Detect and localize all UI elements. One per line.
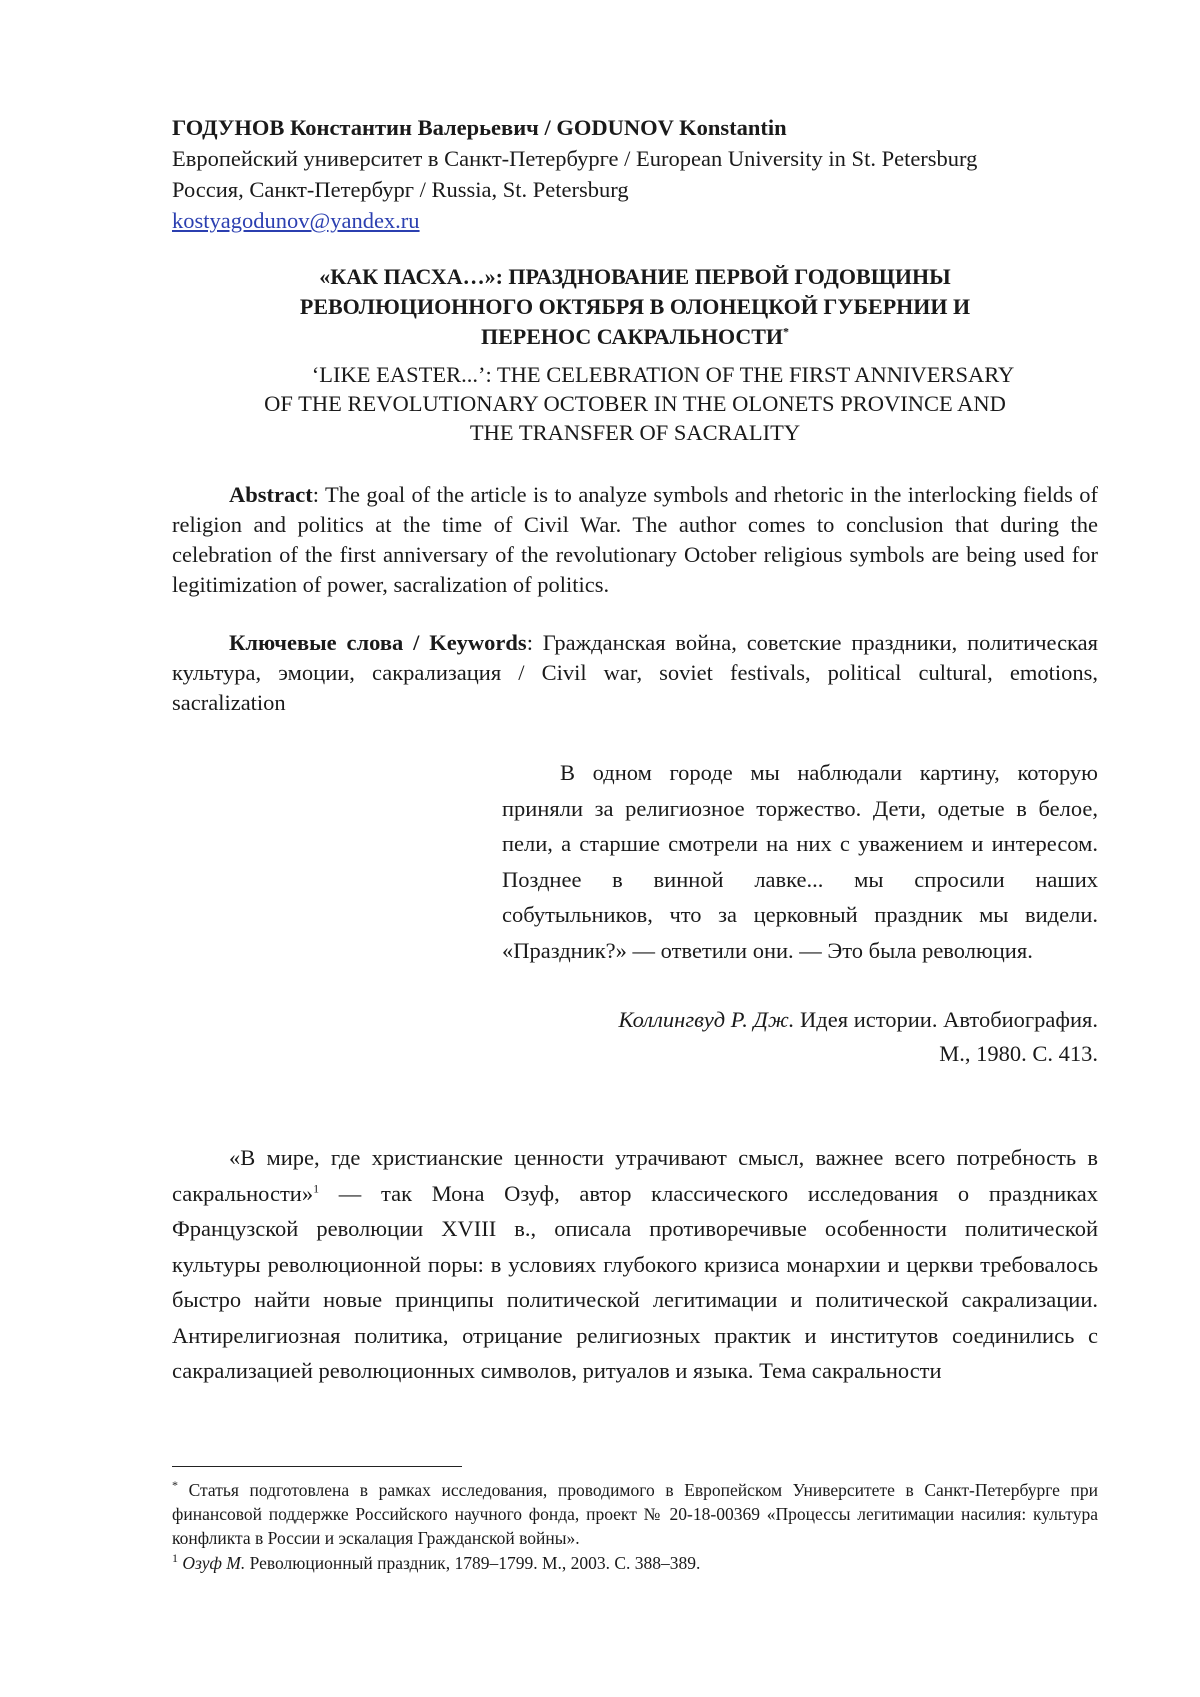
title-footnote-marker: * xyxy=(783,325,789,339)
title-en xyxy=(172,360,1098,447)
footnote-2 xyxy=(172,1551,1098,1575)
footnote-2-marker: 1 xyxy=(172,1551,178,1565)
title-ru-line2: РЕВОЛЮЦИОННОГО ОКТЯБРЯ В ОЛОНЕЦКОЙ ГУБЕРНИИ И xyxy=(172,292,1098,322)
footnote-divider xyxy=(172,1466,462,1467)
title-ru-line3: ПЕРЕНОС САКРАЛЬНОСТИ xyxy=(481,324,783,349)
footnote-1-text: Статья подготовлена в рамках исследования, проводимого в Европейском Университете в Санкт-Петербурге при финансовой поддержке Российского научного фонда, проект № 20-18-00369 «Процессы легитимации насилия: культура конфликта в России и эскалация Гражданской войны». xyxy=(172,1480,1098,1548)
epigraph-text: В одном городе мы наблюдали картину, которую приняли за религиозное торжество. Дети, одетые в белое, пели, а старшие смотрели на них с уважением и интересом. Позднее в винной лавке... мы спросили наших собутыльников, что за церковный праздник мы видели. «Праздник?» — ответили они. — Это была революция. xyxy=(502,755,1098,968)
epigraph-source-title: Идея истории. Автобиография. xyxy=(794,1007,1098,1032)
author-affiliation: Европейский университет в Санкт-Петербурге / European University in St. Petersburg xyxy=(172,143,1098,174)
footnote-2-text: Революционный праздник, 1789–1799. М., 2003. С. 388–389. xyxy=(245,1553,700,1573)
abstract-text: : The goal of the article is to analyze symbols and rhetoric in the interlocking fields of religion and politics at the time of Civil War. The author comes to conclusion that during the celebration of the first anniversary of the revolutionary October religious symbols are being used for legitimization of power, sacralization of politics. xyxy=(172,482,1098,597)
abstract-label: Abstract xyxy=(229,482,313,507)
body-quote: «В мире, где христианские ценности утрачивают смысл, важнее всего потребность в сакральности» xyxy=(172,1145,1098,1206)
title-en-line1: ‘LIKE EASTER...’: THE CELEBRATION OF THE FIRST ANNIVERSARY xyxy=(172,360,1098,389)
abstract xyxy=(172,480,1098,600)
keywords-label: Ключевые слова / Keywords xyxy=(229,630,527,655)
footnote-2-author: Озуф М. xyxy=(178,1553,245,1573)
author-block xyxy=(172,112,1098,236)
title-ru-line1: «КАК ПАСХА…»: ПРАЗДНОВАНИЕ ПЕРВОЙ ГОДОВЩИНЫ xyxy=(172,262,1098,292)
body-text-rest: — так Мона Озуф, автор классического исследования о праздниках Французской революции XVIII в., описала противоречивые особенности политической культуры революционной поры: в условиях глубокого кризиса монархии и церкви требовалось быстро найти новые принципы политической легитимации и политической сакрализации. Антирелигиозная политика, отрицание религиозных практик и институтов соединились с сакрализацией революционных символов, ритуалов и языка. Тема сакральности xyxy=(172,1181,1098,1384)
footnote-ref-1[interactable]: 1 xyxy=(313,1181,319,1195)
title-en-line2: OF THE REVOLUTIONARY OCTOBER IN THE OLONETS PROVINCE AND xyxy=(172,389,1098,418)
epigraph-source xyxy=(502,1003,1098,1071)
footnote-1-marker: * xyxy=(172,1478,178,1492)
footnote-1 xyxy=(172,1478,1098,1550)
keywords-text: : Гражданская война, советские праздники, политическая культура, эмоции, сакрализация / Civil war, soviet festivals, political cultural, emotions, sacralization xyxy=(172,630,1098,715)
title-en-line3: THE TRANSFER OF SACRALITY xyxy=(172,418,1098,447)
epigraph-source-pub: М., 1980. С. 413. xyxy=(502,1037,1098,1071)
author-email-link[interactable]: kostyagodunov@yandex.ru xyxy=(172,208,420,233)
title-ru xyxy=(172,262,1098,352)
author-location: Россия, Санкт-Петербург / Russia, St. Petersburg xyxy=(172,174,1098,205)
epigraph-source-author: Коллингвуд Р. Дж. xyxy=(619,1007,795,1032)
keywords xyxy=(172,628,1098,718)
body-paragraph xyxy=(172,1140,1098,1389)
author-name: ГОДУНОВ Константин Валерьевич / GODUNOV Konstantin xyxy=(172,112,1098,143)
